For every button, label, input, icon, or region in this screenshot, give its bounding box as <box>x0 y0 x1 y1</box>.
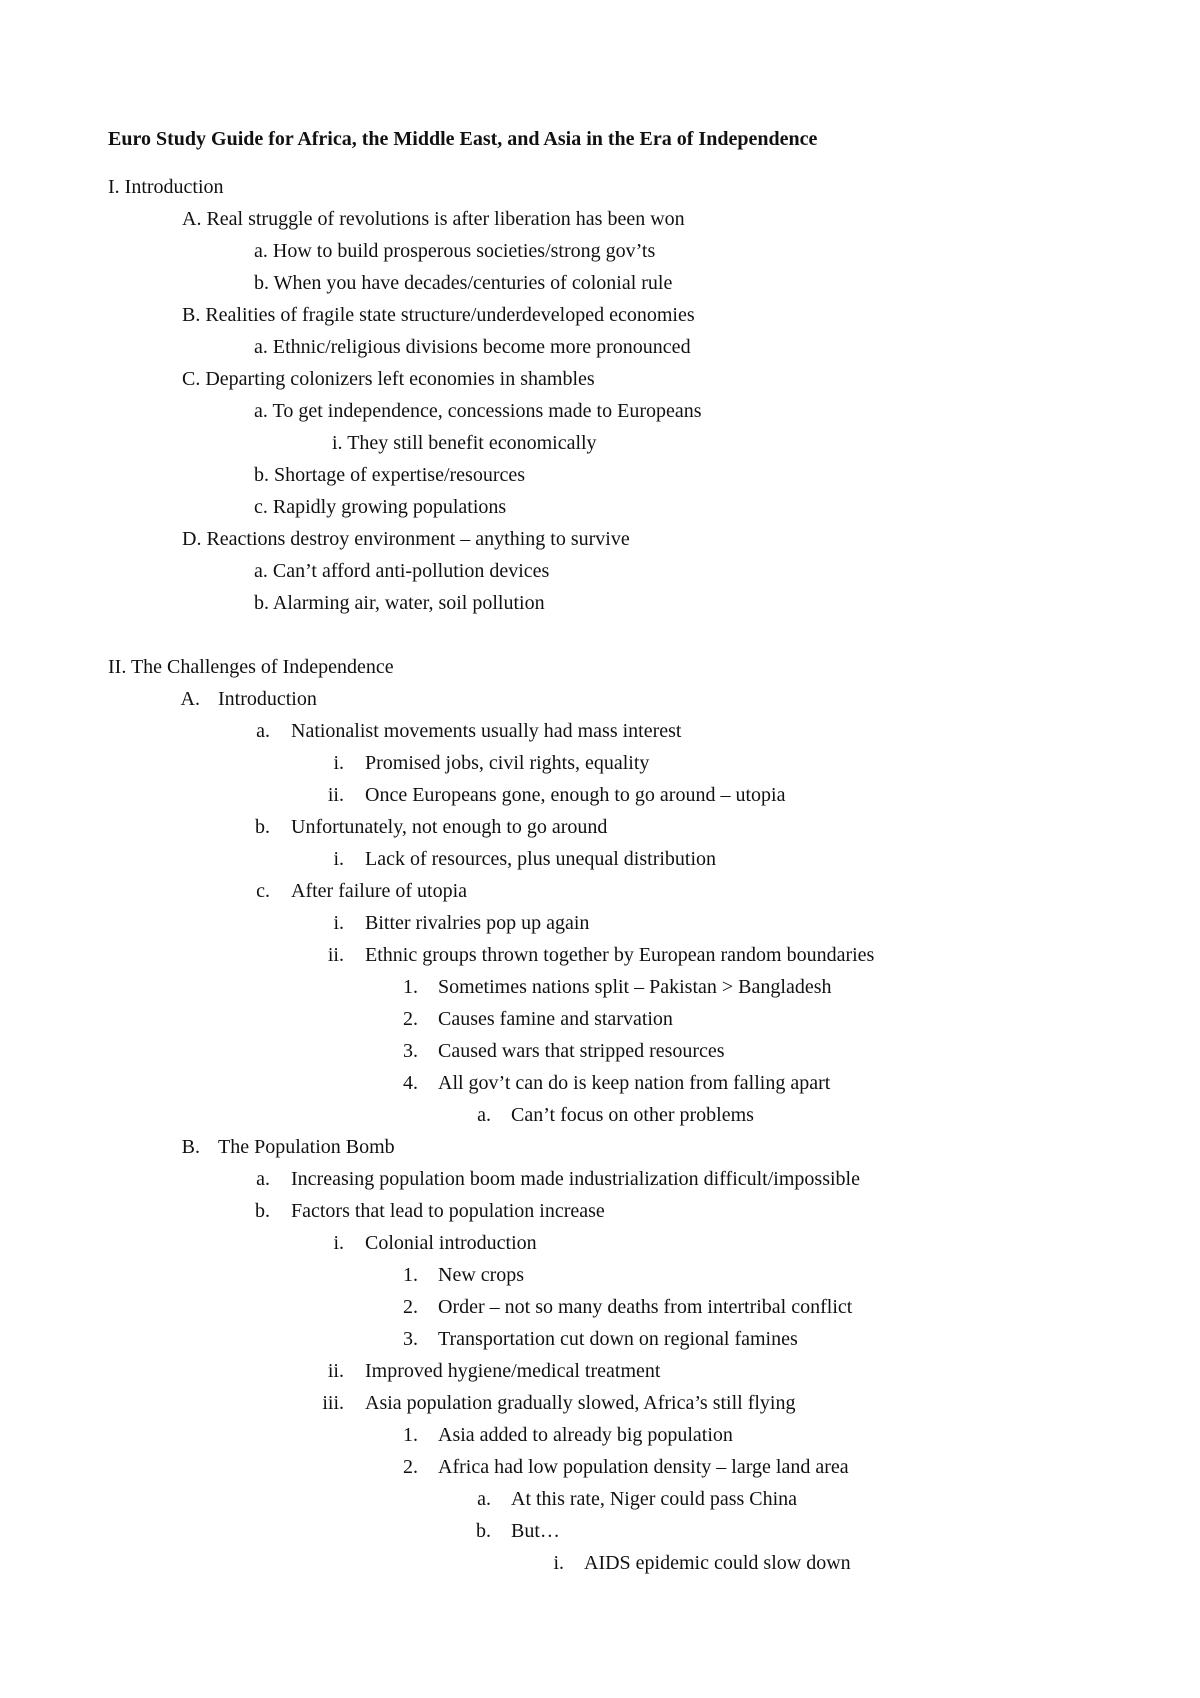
outline-item: B. Realities of fragile state structure/underdeveloped economies <box>182 304 695 326</box>
outline-marker: B. <box>181 1136 200 1158</box>
outline-item: Unfortunately, not enough to go around <box>291 816 608 838</box>
outline-item: Bitter rivalries pop up again <box>365 912 590 934</box>
outline-item: Causes famine and starvation <box>438 1008 673 1030</box>
outline-item: At this rate, Niger could pass China <box>511 1488 798 1510</box>
outline-marker: 1. <box>403 1424 418 1446</box>
outline-marker: iii. <box>322 1392 344 1414</box>
outline-item: Ethnic groups thrown together by European random boundaries <box>365 944 875 966</box>
outline-item: c. Rapidly growing populations <box>254 496 507 518</box>
outline-item: Once Europeans gone, enough to go around – utopia <box>365 784 786 806</box>
outline-marker: 2. <box>403 1296 418 1318</box>
outline-item: a. Can’t afford anti-pollution devices <box>254 560 550 582</box>
outline-marker: c. <box>256 880 270 902</box>
outline-item: Lack of resources, plus unequal distribution <box>365 848 717 870</box>
outline-marker: 1. <box>403 1264 418 1286</box>
outline-item: Can’t focus on other problems <box>511 1104 754 1126</box>
outline-item: Factors that lead to population increase <box>291 1200 605 1222</box>
outline-item: b. Shortage of expertise/resources <box>254 464 526 486</box>
outline-marker: b. <box>255 816 270 838</box>
outline-item: Introduction <box>218 688 317 710</box>
outline-marker: b. <box>255 1200 270 1222</box>
outline-item: a. Ethnic/religious divisions become more pronounced <box>254 336 691 358</box>
outline-item: II. The Challenges of Independence <box>108 656 394 678</box>
outline-item: But… <box>511 1520 560 1542</box>
outline-item: New crops <box>438 1264 525 1286</box>
outline-marker: i. <box>333 1232 344 1254</box>
outline-marker: b. <box>476 1520 491 1542</box>
outline-marker: 4. <box>403 1072 418 1094</box>
outline-item: Caused wars that stripped resources <box>438 1040 725 1062</box>
outline-marker: i. <box>553 1552 564 1574</box>
outline-item: Asia added to already big population <box>438 1424 733 1446</box>
outline-marker: 1. <box>403 976 418 998</box>
document-title: Euro Study Guide for Africa, the Middle East, and Asia in the Era of Independence <box>108 128 818 150</box>
outline-item: C. Departing colonizers left economies in shambles <box>182 368 595 390</box>
outline-marker: 2. <box>403 1456 418 1478</box>
outline-item: a. To get independence, concessions made to Europeans <box>254 400 702 422</box>
outline-item: i. They still benefit economically <box>332 432 597 454</box>
outline-marker: i. <box>333 912 344 934</box>
outline-item: b. When you have decades/centuries of colonial rule <box>254 272 673 294</box>
outline-marker: ii. <box>327 784 344 806</box>
outline-item: Asia population gradually slowed, Africa’s still flying <box>365 1392 796 1414</box>
outline-marker: 2. <box>403 1008 418 1030</box>
outline-item: Colonial introduction <box>365 1232 537 1254</box>
outline-item: AIDS epidemic could slow down <box>584 1552 851 1574</box>
outline-marker: i. <box>333 752 344 774</box>
outline-marker: 3. <box>403 1040 418 1062</box>
outline-item: I. Introduction <box>108 176 224 198</box>
outline-marker: a. <box>256 720 270 742</box>
outline-marker: a. <box>477 1488 491 1510</box>
outline-marker: ii. <box>327 1360 344 1382</box>
outline-marker: A. <box>180 688 200 710</box>
outline-marker: i. <box>333 848 344 870</box>
outline-marker: 3. <box>403 1328 418 1350</box>
outline-item: After failure of utopia <box>291 880 468 902</box>
outline-item: Promised jobs, civil rights, equality <box>365 752 650 774</box>
outline-item: Africa had low population density – large land area <box>438 1456 849 1478</box>
outline-item: A. Real struggle of revolutions is after liberation has been won <box>182 208 685 230</box>
outline-item: The Population Bomb <box>218 1136 395 1158</box>
outline-marker: a. <box>477 1104 491 1126</box>
outline-marker: a. <box>256 1168 270 1190</box>
outline-item: Sometimes nations split – Pakistan > Bangladesh <box>438 976 832 998</box>
outline-item: a. How to build prosperous societies/strong gov’ts <box>254 240 656 262</box>
outline-item: Increasing population boom made industrialization difficult/impossible <box>291 1168 860 1190</box>
outline-item: Transportation cut down on regional famines <box>438 1328 798 1350</box>
outline-item: All gov’t can do is keep nation from falling apart <box>438 1072 831 1094</box>
outline-item: Nationalist movements usually had mass interest <box>291 720 682 742</box>
outline-item: Order – not so many deaths from intertribal conflict <box>438 1296 853 1318</box>
outline-item: Improved hygiene/medical treatment <box>365 1360 661 1382</box>
outline-marker: ii. <box>327 944 344 966</box>
outline-item: b. Alarming air, water, soil pollution <box>254 592 545 614</box>
outline-item: D. Reactions destroy environment – anything to survive <box>182 528 630 550</box>
